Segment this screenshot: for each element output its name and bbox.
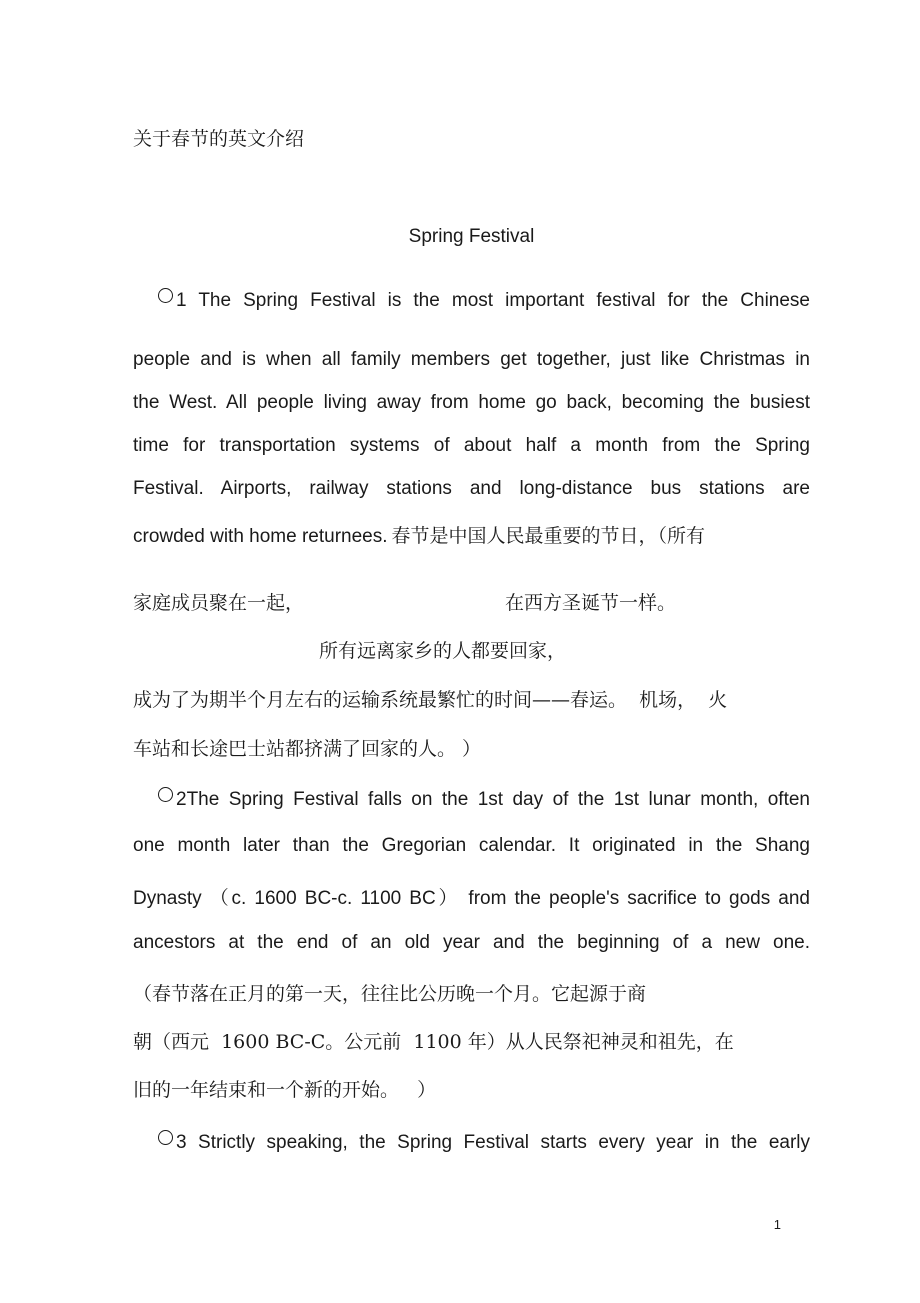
paragraph-line: Festival. Airports, railway stations and long-distance bus stations are [133,478,810,499]
doc-title: 关于春节的英文介绍 [133,128,305,150]
paragraph-line: people and is when all family members get together, just like Christmas in [133,349,810,370]
page-number: 1 [773,1217,781,1232]
paragraph-line: crowded with home returnees. 春节是中国人民最重要的节日，（所有 [133,525,706,547]
chinese-translation: 成为了为期半个月左右的运输系统最繁忙的时间——春运。 机场， 火 [133,689,728,711]
circle-bullet-icon [158,288,173,303]
chinese-translation: 朝（西元 1600 BC-C。公元前 1100 年）从人民祭祀神灵和祖先，在 [133,1031,734,1053]
paragraph-number: 2 [176,789,187,810]
section-heading: Spring Festival [408,226,535,247]
paragraph-line: 2The Spring Festival falls on the 1st day of the 1st lunar month, often [158,787,810,811]
chinese-translation: 春节是中国人民最重要的节日，（所有 [391,525,706,547]
paragraph-number: 3 [176,1132,187,1153]
chinese-translation: 旧的一年结束和一个新的开始。 ） [133,1079,437,1101]
paragraph-number: 1 [176,290,187,311]
paragraph-line: ancestors at the end of an old year and the beginning of a new one. [133,932,810,953]
chinese-translation: 家庭成员聚在一起， [133,592,305,614]
paragraph-line: 3 Strictly speaking, the Spring Festival starts every year in the early [158,1130,810,1154]
chinese-translation: 车站和长途巴士站都挤满了回家的人。 ） [133,738,482,760]
chinese-translation: 所有远离家乡的人都要回家， [319,640,567,662]
circle-bullet-icon [158,1130,173,1145]
paragraph-line: 1 The Spring Festival is the most important festival for the Chinese [158,288,810,312]
chinese-translation: （春节落在正月的第一天，往往比公历晚一个月。它起源于商 [133,983,647,1005]
paragraph-line: Dynasty （c. 1600 BC-c. 1100 BC） from the people's sacrifice to gods and [133,888,810,909]
paragraph-line: one month later than the Gregorian calendar. It originated in the Shang [133,835,810,856]
paragraph-line: time for transportation systems of about half a month from the Spring [133,435,810,456]
circle-bullet-icon [158,787,173,802]
paragraph-line: the West. All people living away from home go back, becoming the busiest [133,392,810,413]
chinese-translation: 在西方圣诞节一样。 [505,592,677,614]
